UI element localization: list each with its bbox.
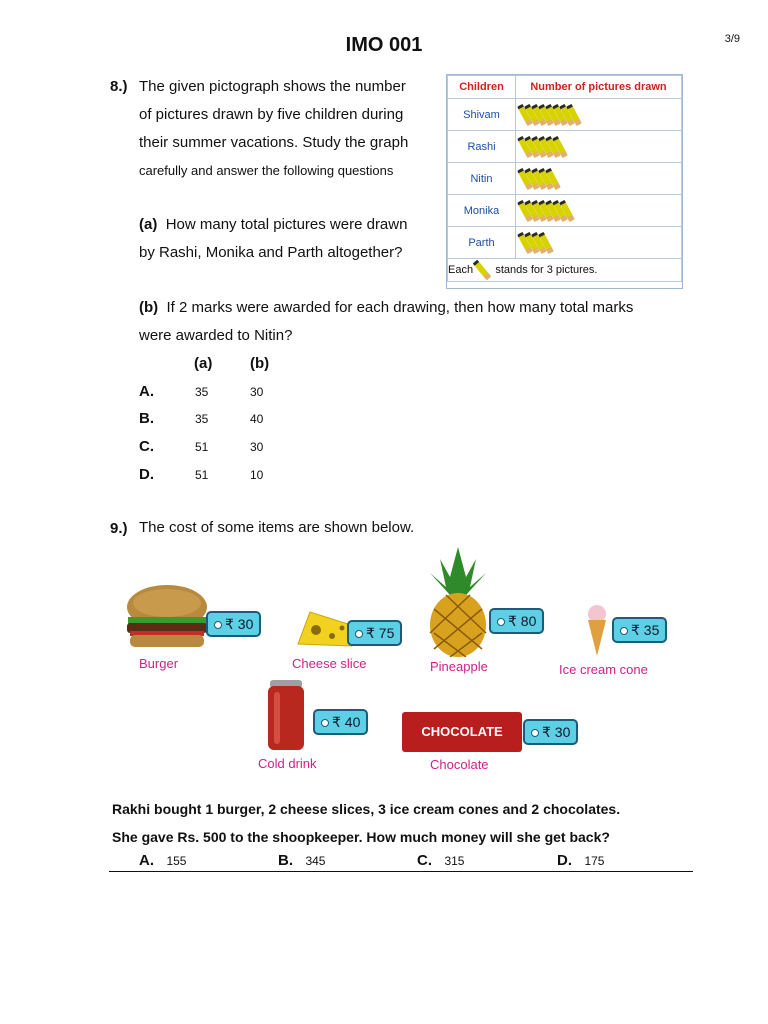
q8-line-2: of pictures drawn by five children during	[139, 106, 404, 123]
pencil-cell	[516, 99, 682, 131]
pictograph-row	[448, 163, 682, 195]
pictograph-table	[447, 75, 682, 282]
pictograph	[446, 74, 683, 289]
q9-option-a[interactable]	[139, 852, 186, 870]
option-label: B.	[278, 852, 293, 869]
child-name: Monika	[448, 195, 516, 227]
chocolate-icon: CHOCOLATE	[402, 712, 522, 752]
option-value: 175	[584, 854, 605, 868]
option-value-a: 35	[195, 412, 209, 426]
pencil-icon	[473, 260, 492, 281]
cheese-label: Cheese slice	[292, 656, 367, 671]
page-number: 3/9	[724, 33, 740, 45]
pictograph-row	[448, 227, 682, 259]
option-label: C.	[417, 852, 432, 869]
ice-cream-icon	[582, 604, 612, 658]
pineapple-label: Pineapple	[430, 659, 488, 674]
q8-a-label: (a)	[139, 216, 158, 233]
q9-option-d[interactable]	[557, 852, 604, 870]
q8-intro	[139, 73, 439, 185]
ice-cream-price-tag: ₹ 35	[612, 617, 667, 643]
child-name: Nitin	[448, 163, 516, 195]
pictograph-row	[448, 195, 682, 227]
pictograph-legend	[448, 259, 682, 282]
q8-a-line2: by Rashi, Monika and Parth altogether?	[139, 244, 403, 261]
pineapple-price-tag: ₹ 80	[489, 608, 544, 634]
pencil-cell	[516, 131, 682, 163]
q9-line-2: She gave Rs. 500 to the shoopkeeper. How much money will she get back?	[112, 829, 610, 845]
q8-part-b	[139, 294, 699, 350]
page-title: IMO 001	[345, 34, 423, 56]
q9-text: The cost of some items are shown below.	[139, 519, 415, 536]
option-label: D.	[139, 466, 154, 483]
option-label: D.	[557, 852, 572, 869]
pictograph-header-pictures: Number of pictures drawn	[516, 76, 682, 99]
cold-drink-price-tag: ₹ 40	[313, 709, 368, 735]
option-value-b: 30	[250, 440, 264, 454]
chocolate-label: Chocolate	[430, 757, 489, 772]
pencil-cell	[516, 163, 682, 195]
pineapple-icon	[426, 547, 490, 657]
legend-stands: stands for 3 pictures.	[495, 263, 598, 276]
q8-b-label: (b)	[139, 299, 159, 316]
pencil-cell	[516, 227, 682, 259]
q8-line-3: their summer vacations. Study the graph	[139, 134, 409, 151]
option-label: B.	[139, 410, 154, 427]
chocolate-price-tag: ₹ 30	[523, 719, 578, 745]
burger-label: Burger	[139, 656, 179, 671]
q8-number: 8.)	[110, 78, 128, 95]
q8-col-b: (b)	[250, 355, 270, 372]
option-value-a: 51	[195, 468, 209, 482]
child-name: Rashi	[448, 131, 516, 163]
option-label: A.	[139, 852, 154, 869]
q8-line-1: The given pictograph shows the number	[139, 78, 406, 95]
option-value-b: 30	[250, 385, 264, 399]
pictograph-header-children: Children	[448, 76, 516, 99]
child-name: Parth	[448, 227, 516, 259]
q8-a-line1: How many total pictures were drawn	[165, 216, 408, 233]
pictograph-row	[448, 99, 682, 131]
pictograph-row	[448, 131, 682, 163]
q9-problem	[112, 795, 620, 851]
cold-drink-label: Cold drink	[258, 756, 317, 771]
legend-each: Each	[448, 263, 474, 276]
option-value-a: 35	[195, 385, 209, 399]
q8-col-a: (a)	[194, 355, 213, 372]
option-label: A.	[139, 383, 154, 400]
pencil-cell	[516, 195, 682, 227]
divider	[109, 871, 693, 872]
option-value: 345	[305, 854, 326, 868]
cheese-price-tag: ₹ 75	[347, 620, 402, 646]
option-value-b: 10	[250, 468, 264, 482]
q8-part-a	[139, 211, 439, 267]
burger-icon	[124, 583, 210, 649]
q8-b-line1: If 2 marks were awarded for each drawing, then how many total marks	[166, 299, 634, 316]
q9-number: 9.)	[110, 520, 128, 537]
burger-price-tag: ₹ 30	[206, 611, 261, 637]
q8-line-4: carefully and answer the following questions	[139, 163, 394, 178]
q8-b-line2: were awarded to Nitin?	[139, 327, 293, 344]
option-value-a: 51	[195, 440, 209, 454]
q9-option-c[interactable]	[417, 852, 464, 870]
ice-cream-label: Ice cream cone	[559, 662, 648, 677]
option-value-b: 40	[250, 412, 264, 426]
child-name: Shivam	[448, 99, 516, 131]
option-label: C.	[139, 438, 154, 455]
option-value: 155	[166, 854, 187, 868]
option-value: 315	[444, 854, 465, 868]
cold-drink-icon	[266, 678, 306, 752]
q9-line-1: Rakhi bought 1 burger, 2 cheese slices, 3 ice cream cones and 2 chocolates.	[112, 801, 621, 817]
q9-option-b[interactable]	[278, 852, 325, 870]
